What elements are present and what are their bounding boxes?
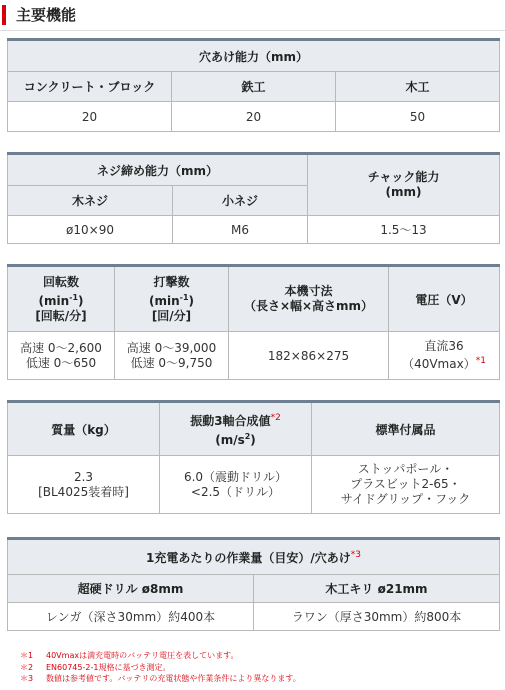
- rotation-title: 回転数: [42, 274, 79, 289]
- voltage-max: [392, 354, 496, 372]
- vibration-value: [160, 456, 312, 514]
- impact-unit-exponent: -1: [179, 292, 189, 302]
- dimensions-value: 182×86×275: [229, 332, 389, 380]
- vibration-unit: [163, 429, 308, 448]
- concrete-value: 20: [8, 102, 172, 132]
- accessories-value: [312, 456, 500, 514]
- weight-header: 質量（kg）: [8, 402, 160, 456]
- work-amount-title: [8, 539, 500, 575]
- vibration-footnote-mark: *2: [270, 412, 281, 423]
- concrete-column-header: コンクリート・ブロック: [8, 72, 172, 102]
- vibration-drill: <2.5（ドリル）: [190, 484, 281, 499]
- chuck-capacity-header: [308, 154, 500, 216]
- carbide-drill-header: 超硬ドリル ø8mm: [8, 575, 254, 603]
- rotation-unit: [11, 290, 111, 309]
- impact-title: 打撃数: [153, 274, 190, 289]
- dimensions-title: 本機寸法: [284, 284, 333, 298]
- rotation-header: [8, 266, 115, 332]
- footnote-1-mark: ＊1: [20, 651, 34, 660]
- accessory-plus-bit: プラスビット2-65・: [350, 477, 461, 491]
- work-amount-title-text: 1充電あたりの作業量（目安）/穴あけ: [146, 550, 351, 565]
- vibration-header: [160, 402, 312, 456]
- footnote-3-mark: ＊3: [20, 674, 34, 683]
- vibration-title-text: 振動3軸合成値: [190, 413, 271, 428]
- small-screw-value: M6: [173, 216, 308, 244]
- small-screw-header: 小ネジ: [173, 186, 308, 216]
- voltage-max-text: （40Vmax）: [402, 357, 476, 371]
- steel-column-header: 鉄工: [172, 72, 336, 102]
- vibration-unit-base: (m/s: [215, 432, 245, 447]
- chuck-capacity-value: 1.5〜13: [308, 216, 500, 244]
- wood-column-header: 木工: [336, 72, 500, 102]
- vibration-hammer: 6.0（震動ドリル）: [183, 469, 288, 484]
- impact-header: [115, 266, 229, 332]
- voltage-dc: 直流36: [424, 339, 464, 353]
- chuck-capacity-title: チャック能力: [367, 170, 440, 184]
- wood-value: 50: [336, 102, 500, 132]
- footnote-2-mark: ＊2: [20, 662, 34, 672]
- impact-unit-base: (min: [148, 293, 180, 308]
- work-amount-footnote-mark: *3: [350, 549, 361, 560]
- voltage-footnote-mark: *1: [475, 356, 486, 366]
- accessory-side-grip-hook: サイドグリップ・フック: [340, 492, 471, 506]
- weight-table: [7, 400, 500, 514]
- weight-value: [8, 456, 160, 514]
- rotation-low: 低速 0〜650: [25, 355, 97, 370]
- wood-screw-value: ø10×90: [8, 216, 173, 244]
- drilling-capacity-table: [7, 38, 500, 132]
- rotation-unit-jp: [回転/分]: [35, 308, 87, 323]
- rotation-value: [8, 332, 115, 380]
- footnote-2-text: EN60745-2-1規格に基づき測定。: [46, 662, 171, 672]
- footnotes: [20, 650, 301, 685]
- rotation-unit-close: ): [78, 293, 84, 308]
- voltage-value: [389, 332, 500, 380]
- header-accent-bar: [2, 5, 6, 25]
- impact-value: [115, 332, 229, 380]
- steel-value: 20: [172, 102, 336, 132]
- section-title: 主要機能: [16, 6, 77, 24]
- footnote-1-text: 40Vmaxは満充電時のバッテリ電圧を表しています。: [46, 651, 239, 660]
- impact-unit-close: ): [188, 293, 195, 308]
- impact-unit-jp: [回/分]: [151, 308, 192, 323]
- lauan-work-amount: ラワン（厚さ30mm）約800本: [254, 603, 500, 631]
- dimensions-header: [229, 266, 389, 332]
- rotation-high: 高速 0〜2,600: [20, 340, 102, 355]
- vibration-unit-exponent: 2: [244, 431, 251, 441]
- wood-auger-header: 木工キリ ø21mm: [254, 575, 500, 603]
- drilling-capacity-title: 穴あけ能力（mm）: [8, 40, 500, 72]
- vibration-title: [163, 411, 308, 429]
- rotation-unit-exponent: -1: [69, 292, 79, 302]
- chuck-capacity-unit: (mm): [385, 185, 422, 199]
- wood-screw-header: 木ネジ: [8, 186, 173, 216]
- work-amount-table: [7, 537, 500, 631]
- footnote-3-text: 数値は参考値です。バッテリの充電状態や作業条件により異なります。: [46, 674, 301, 683]
- accessories-header: 標準付属品: [312, 402, 500, 456]
- weight-condition: [BL4025装着時]: [38, 484, 129, 499]
- screw-capacity-title: ネジ締め能力（mm）: [8, 154, 308, 186]
- accessory-stopper-pole: ストッパポール・: [357, 462, 454, 476]
- impact-high: 高速 0〜39,000: [126, 340, 217, 355]
- vibration-unit-close: ): [250, 432, 256, 447]
- dimensions-unit: （長さ×幅×高さmm）: [243, 299, 374, 313]
- footnote-2: [20, 662, 301, 674]
- brick-work-amount: レンガ（深さ30mm）約400本: [8, 603, 254, 631]
- impact-unit: [118, 290, 225, 309]
- screw-capacity-table: [7, 152, 500, 244]
- footnote-1: [20, 650, 301, 662]
- rotation-unit-base: (min: [38, 293, 70, 308]
- weight-kg: 2.3: [73, 469, 94, 484]
- impact-low: 低速 0〜9,750: [130, 355, 213, 370]
- voltage-header: 電圧（V）: [389, 266, 500, 332]
- footnote-3: [20, 673, 301, 685]
- performance-table: [7, 264, 500, 380]
- section-header: [0, 0, 505, 31]
